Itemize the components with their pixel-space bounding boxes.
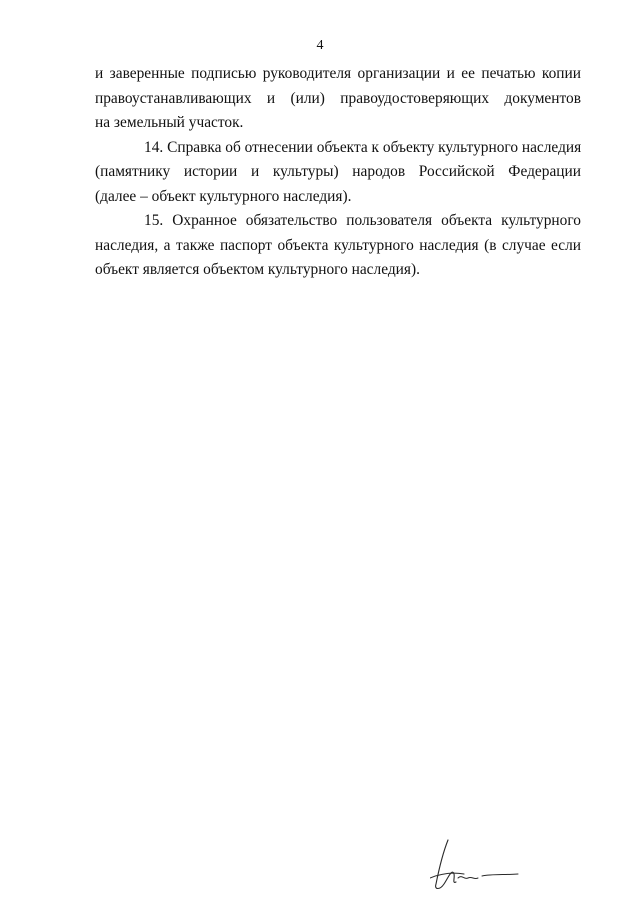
text-line: (памятнику истории и культуры) народов Российской Федерации — [95, 163, 581, 180]
text-line: объект является объектом культурного наследия). — [95, 261, 420, 278]
text-line: 14. Справка об отнесении объекта к объекту культурного наследия — [144, 138, 582, 156]
text-line: (далее – объект культурного наследия). — [95, 187, 352, 205]
paragraph-item-14 — [95, 136, 581, 210]
text-line: на земельный участок. — [95, 114, 244, 131]
page-number: 4 — [316, 38, 324, 53]
document-body — [95, 62, 581, 283]
text-line: правоустанавливающих и (или) правоудостоверяющих документов — [95, 89, 581, 107]
paragraph-continuation — [95, 62, 581, 136]
text-line: наследия, а также паспорт объекта культурного наследия (в случае если — [95, 236, 581, 254]
paragraph-item-15 — [95, 209, 581, 283]
signature-mark — [430, 838, 520, 894]
text-line: и заверенные подписью руководителя организации и ее печатью копии — [95, 65, 581, 82]
text-line: 15. Охранное обязательство пользователя объекта культурного — [144, 212, 581, 229]
